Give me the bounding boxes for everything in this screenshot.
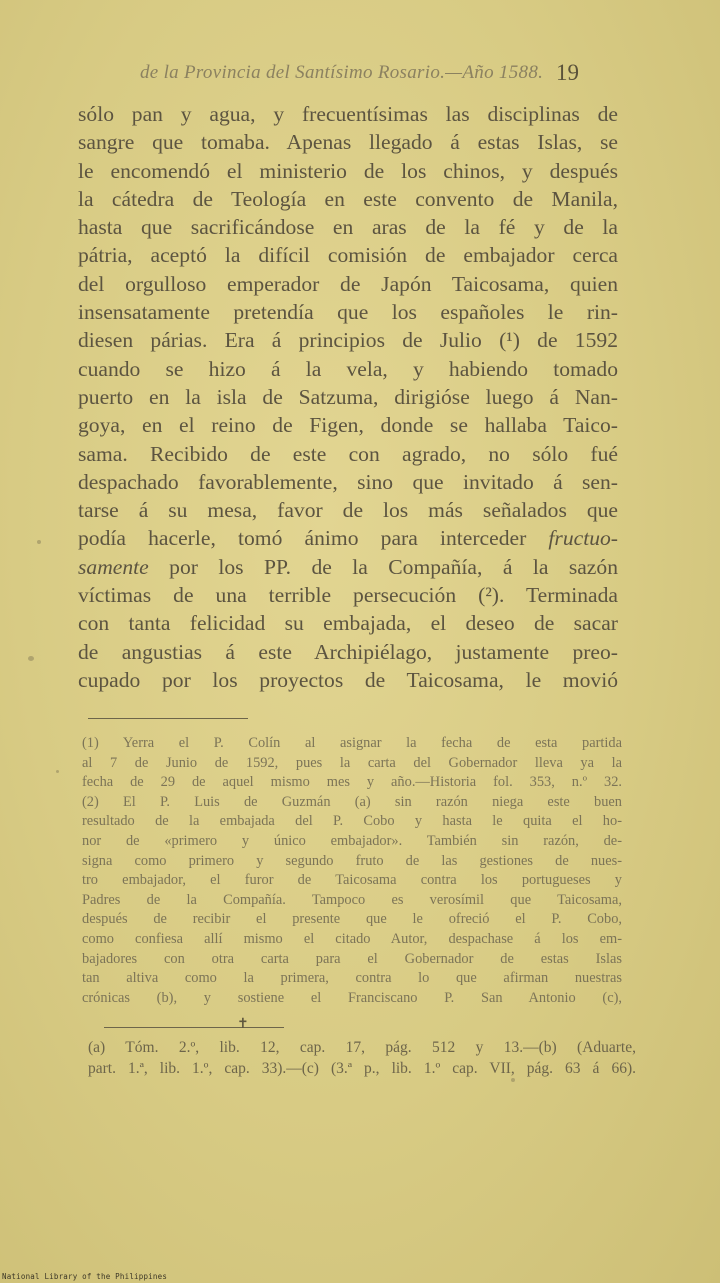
body-line: la cátedra de Teología en este convento de Manila, [78,186,618,211]
body-line: con tanta felicidad su embajada, el deseo de sacar [78,611,618,636]
body-line: víctimas de una terrible persecución (²). Terminada [78,583,618,608]
footnote-line: como confiesa allí mismo el citado Autor, despachase á los em- [82,930,622,947]
body-line: le encomendó el ministerio de los chinos, y después [78,158,618,183]
body-line: despachado favorablemente, sino que invitado á sen- [78,469,618,494]
library-credit: National Library of the Philippines [2,1272,168,1281]
body-text [78,100,618,694]
footnote-line: (1) Yerra el P. Colín al asignar la fecha de esta partida [82,735,622,751]
body-line: sama. Recibido de este con agrado, no sólo fué [78,441,618,466]
body-line: pátria, aceptó la difícil comisión de embajador cerca [78,243,618,268]
body-line: goya, en el reino de Figen, donde se hallaba Taico- [78,413,618,438]
footnote-line: signa como primero y segundo fruto de las gestiones de nues- [82,852,622,869]
footnote-line: después de recibir el presente que le ofreció el P. Cobo, [82,911,622,928]
body-line: sólo pan y agua, y frecuentísimas las disciplinas de [78,102,618,126]
body-line: insensatamente pretendía que los españoles le rin- [78,300,618,325]
body-line: samente por los PP. de la Compañía, á la sazón [78,554,618,579]
paper-speck [56,770,59,773]
footnote-line: tan altiva como la primera, contra lo que afirman nuestras [82,970,622,987]
reference-line: part. 1.ª, lib. 1.º, cap. 33).—(c) (3.ª p., lib. 1.º cap. VII, pág. 63 á 66). [88,1059,636,1077]
footnote-line: Padres de la Compañía. Tampoco es verosímil que Taicosama, [82,891,622,908]
footnote-line: fecha de 29 de aquel mismo mes y año.—Historia fol. 353, n.º 32. [82,774,622,791]
body-line: puerto en la isla de Satzuma, dirigióse luego á Nan- [78,384,618,409]
footnote-divider [88,718,248,719]
footnote-line: crónicas (b), y sostiene el Franciscano P. San Antonio (c), [82,989,622,1006]
cross-mark-icon: ✝ [237,1017,249,1032]
body-line: de angustias á este Archipiélago, justamente preo- [78,639,618,664]
paper-speck [511,1078,515,1082]
references-divider [104,1027,284,1028]
page-number: 19 [556,60,579,85]
body-line: hasta que sacrificándose en aras de la fé y de la [78,215,618,240]
body-line: cupado por los proyectos de Taicosama, le movió [78,667,618,692]
body-line: tarse á su mesa, favor de los más señalados que [78,498,618,523]
footnote-line: nor de «primero y único embajador». También sin razón, de- [82,832,622,849]
reference-line: (a) Tóm. 2.º, lib. 12, cap. 17, pág. 512 y 13.—(b) (Aduarte, [88,1039,636,1056]
footnote-line: tro embajador, el furor de Taicosama contra los portugueses y [82,872,622,889]
italic-word: fructuo- [548,526,618,551]
body-line: sangre que tomaba. Apenas llegado á estas Islas, se [78,130,618,155]
running-header: de la Provincia del Santísimo Rosario.—Año 1588. [140,62,544,83]
body-line: cuando se hizo á la vela, y habiendo tomado [78,356,618,381]
footnote-line: bajadores con otra carta para el Gobernador de estas Islas [82,950,622,967]
body-line: diesen párias. Era á principios de Julio (¹) de 1592 [78,328,618,353]
footnote-line: (2) El P. Luis de Guzmán (a) sin razón niega este buen [82,793,622,810]
footnote-line: al 7 de Junio de 1592, pues la carta del Gobernador lleva ya la [82,754,622,771]
paper-speck [37,540,41,544]
paper-speck [28,656,34,661]
footnote-line: resultado de la embajada del P. Cobo y hasta le quita el ho- [82,813,622,830]
body-line: podía hacerle, tomó ánimo para interceder fructuo- [78,526,618,551]
references [88,1038,636,1079]
italic-word: samente [78,554,149,579]
body-line: del orgulloso emperador de Japón Taicosama, quien [78,271,618,296]
footnotes [82,734,622,1008]
